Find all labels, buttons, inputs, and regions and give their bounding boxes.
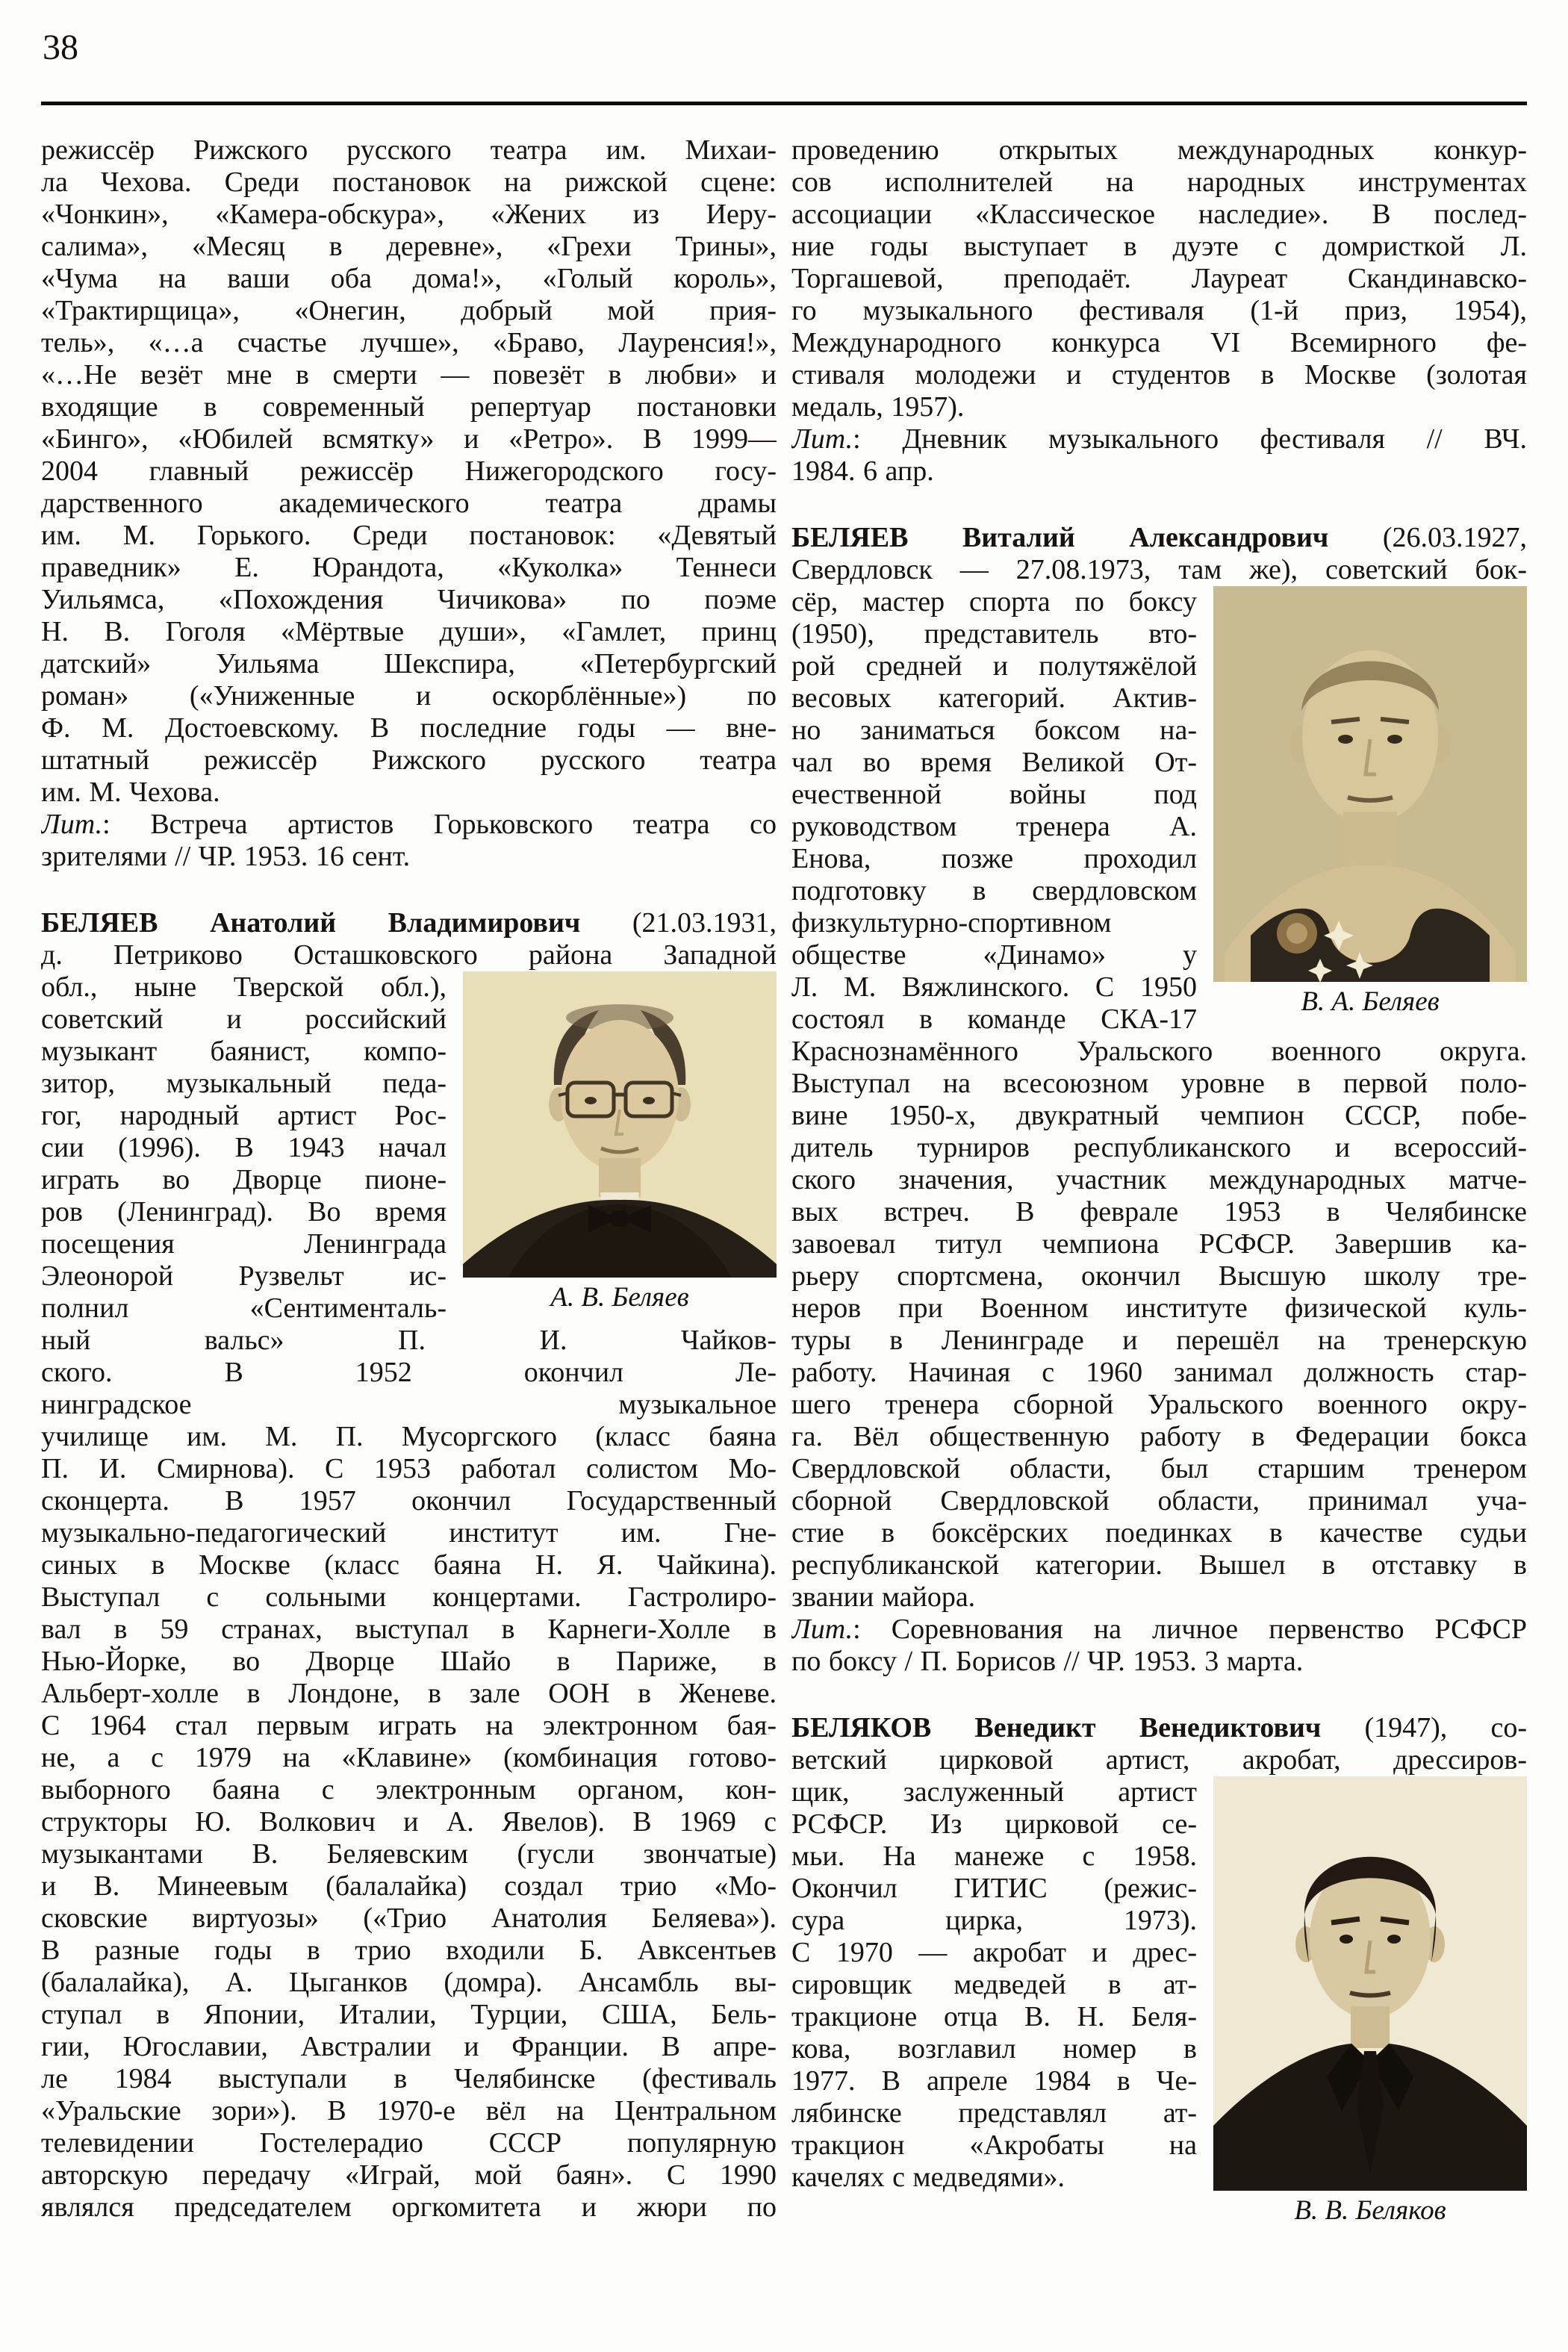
lit-block	[791, 423, 1527, 488]
text-line: физкультурно-спортивном	[791, 907, 1112, 939]
text-line: датский» Уильяма Шекспира, «Петербургский	[41, 648, 777, 679]
entry-belyaev-vitaly	[791, 522, 1527, 1614]
text-line: ров (Ленинград). Во время	[41, 1196, 447, 1228]
text-line: весовых категорий. Актив-	[791, 682, 1197, 714]
text-line: «Бинго», «Юбилей всмятку» и «Ретро». В 1999—	[41, 423, 777, 455]
text-line: БЕЛЯКОВ Венедикт Венедиктович (1947), со-	[791, 1712, 1527, 1743]
text-line: Международного конкурса VI Всемирного фе-	[791, 327, 1527, 358]
text-line: роман» («Униженные и оскорблённые») по	[41, 680, 777, 712]
entry-name: БЕЛЯКОВ Венедикт Венедиктович	[791, 1712, 1322, 1743]
text-line: «…Не везёт мне в смерти — повезёт в любви» и	[41, 359, 777, 391]
text-line: Енова, позже проходил	[791, 843, 1197, 874]
text-line: П. И. Смирнова). С 1953 работал солистом Мо-	[41, 1453, 777, 1484]
text-line: полнил «Сентименталь-	[41, 1292, 447, 1324]
text-line: лябинске представлял ат-	[791, 2097, 1197, 2129]
entry-belyakov-venedikt	[791, 1712, 1527, 2226]
portrait-suit-man-icon	[1213, 1776, 1527, 2191]
right-column	[791, 134, 1527, 2227]
portrait-boxer-icon	[1213, 586, 1527, 982]
photo-caption: В. В. Беляков	[1294, 2195, 1446, 2226]
text-line: проведению открытых международных конкур-	[791, 134, 1527, 166]
text-line: входящие в современный репертуар постановки	[41, 391, 777, 423]
text-line: гог, народный артист Рос-	[41, 1100, 447, 1131]
text-line: состоял в команде СКА-17	[791, 1004, 1197, 1035]
text-line: стие в боксёрских поединках в качестве судьи	[791, 1517, 1527, 1549]
text-line: республиканской категории. Вышел в отставку в	[791, 1549, 1527, 1581]
text-line: С 1964 стал первым играть на электронном бая-	[41, 1710, 777, 1741]
text-line: д. Петриково Осташковского района Западной	[41, 939, 777, 971]
text-line: сии (1996). В 1943 начал	[41, 1132, 447, 1163]
text-line: Элеонорой Рузвельт ис-	[41, 1260, 447, 1292]
text-line: БЕЛЯЕВ Анатолий Владимирович (21.03.1931,	[41, 907, 777, 939]
text-line: ступал в Японии, Италии, Турции, США, Бель-	[41, 1999, 777, 2030]
text-line: вых встреч. В феврале 1953 в Челябинске	[791, 1196, 1527, 1228]
text-line: ечественной войны под	[791, 779, 1197, 810]
text-line: Выступал с сольными концертами. Гастролиро-	[41, 1581, 777, 1613]
text-line: БЕЛЯЕВ Виталий Александрович (26.03.1927,	[791, 522, 1527, 553]
text-line: ние годы выступает в дуэте с домристкой Л.	[791, 231, 1527, 262]
text-line: работу. Начиная с 1960 занимал должность стар-	[791, 1357, 1527, 1388]
text-line: салима», «Месяц в деревне», «Грехи Трины»,	[41, 231, 777, 262]
text-line: режиссёр Рижского русского театра им. Михаи-	[41, 134, 777, 166]
text-line: музыкантами В. Беляевским (гусли звончатые)	[41, 1838, 777, 1870]
text-line: Ф. М. Достоевскому. В последние годы — вне-	[41, 712, 777, 744]
text-line: тракцион «Акробаты на	[791, 2129, 1197, 2161]
text-line: ского значения, участник международных матче-	[791, 1164, 1527, 1195]
text-line: «Трактирщица», «Онегин, добрый мой прия-	[41, 295, 777, 326]
text-line: кова, возглавил номер в	[791, 2033, 1197, 2065]
text-line: Л. М. Вяжлинского. С 1950	[791, 971, 1197, 1003]
text-line: вал в 59 странах, выступал в Карнеги-Холле в	[41, 1614, 777, 1645]
text-line: «Уральские зори»). В 1970-е вёл на Центральном	[41, 2095, 777, 2127]
text-line: Краснознамённого Уральского военного округа.	[791, 1036, 1527, 1067]
text-line: В разные годы в трио входили Б. Авксентьев	[41, 1935, 777, 1966]
text-line: вине 1950-х, двукратный чемпион СССР, побе-	[791, 1100, 1527, 1131]
text-line: играть во Дворце пионе-	[41, 1164, 447, 1195]
text-line: Альберт-холле в Лондоне, в зале ООН в Женеве.	[41, 1678, 777, 1709]
text-line: Лит.: Дневник музыкального фестиваля // ВЧ.	[791, 423, 1527, 455]
text-line: тель», «…а счастье лучше», «Браво, Лауренсия!»,	[41, 327, 777, 358]
text-line: туры в Ленинграде и перешёл на тренерскую	[791, 1325, 1527, 1356]
text-line: им. М. Горького. Среди постановок: «Девятый	[41, 520, 777, 551]
text-line: завоевал титул чемпиона РСФСР. Завершив ка-	[791, 1228, 1527, 1260]
text-line: подготовку в свердловском	[791, 875, 1197, 906]
text-line: звании майора.	[791, 1581, 976, 1613]
text-line: (1950), представитель вто-	[791, 618, 1197, 650]
para-block	[791, 134, 1527, 423]
text-line: медаль, 1957).	[791, 391, 965, 423]
text-line: Свердловской области, был старшим тренером	[791, 1453, 1527, 1484]
entry-name: БЕЛЯЕВ Анатолий Владимирович	[41, 907, 581, 939]
text-line: им. М. Чехова.	[41, 777, 220, 808]
portrait-photo-suit	[1213, 1776, 1527, 2191]
text-line: не, а с 1979 на «Клавине» (комбинация готово-	[41, 1742, 777, 1773]
text-line: штатный режиссёр Рижского русского театра	[41, 744, 777, 776]
text-line: стиваля молодежи и студентов в Москве (золотая	[791, 359, 1527, 391]
entry-name: БЕЛЯЕВ Виталий Александрович	[791, 522, 1329, 553]
text-line: и В. Минеевым (балалайка) создал трио «Мо-	[41, 1870, 777, 1902]
text-line: музыкант баянист, компо-	[41, 1036, 447, 1067]
text-line: училище им. М. П. Мусоргского (класс баяна	[41, 1421, 777, 1452]
text-line: га. Вёл общественную работу в Федерации бокса	[791, 1421, 1527, 1452]
text-line: Нью-Йорке, во Дворце Шайо в Париже, в	[41, 1646, 777, 1677]
text-line: рьеру спортсмена, окончил Высшую школу тре-	[791, 1260, 1527, 1292]
text-line: посещения Ленинграда	[41, 1228, 447, 1260]
entry-belyaev-anatoly	[41, 907, 777, 2224]
portrait-photo-boxer	[1213, 586, 1527, 982]
text-line: зитор, музыкальный педа-	[41, 1068, 447, 1099]
para-block	[41, 134, 777, 809]
left-column	[41, 134, 777, 2224]
text-line: дарственного академического театра драмы	[41, 488, 777, 519]
portrait-musician-icon	[463, 971, 777, 1278]
text-line: обществе «Динамо» у	[791, 939, 1197, 971]
text-line: чал во время Великой От-	[791, 747, 1197, 778]
text-line: музыкально-педагогический институт им. Гне-	[41, 1517, 777, 1549]
text-line: по боксу / П. Борисов // ЧР. 1953. 3 марта.	[791, 1646, 1304, 1677]
text-line: мьи. На манеже с 1958.	[791, 1841, 1197, 1872]
text-line: Выступал на всесоюзном уровне в первой поло-	[791, 1068, 1527, 1099]
text-line: (балалайка), А. Цыганков (домра). Ансамбль вы-	[41, 1967, 777, 1998]
text-line: Лит.: Встреча артистов Горьковского театра со	[41, 809, 777, 840]
text-line: нинградское музыкальное	[41, 1389, 777, 1420]
text-line: советский и российский	[41, 1004, 447, 1035]
text-line: РСФСР. Из цирковой се-	[791, 1808, 1197, 1840]
text-line: тракционе отца В. Н. Беля-	[791, 2001, 1197, 2032]
text-line: сборной Свердловской области, принимал уча-	[791, 1485, 1527, 1516]
text-line: руководством тренера А.	[791, 811, 1197, 842]
text-line: ный вальс» П. И. Чайков-	[41, 1325, 777, 1356]
text-line: Уильямса, «Похождения Чичикова» по поэме	[41, 584, 777, 615]
text-line: структоры Ю. Волкович и А. Явелов). В 1969 с	[41, 1806, 777, 1838]
text-line: сировщик медведей в ат-	[791, 1969, 1197, 2000]
text-line: сковские виртуозы» («Трио Анатолия Беляева»).	[41, 1903, 777, 1934]
page-number: 38	[43, 28, 78, 67]
text-line: сура цирка, 1973).	[791, 1905, 1197, 1936]
portrait-figure-boxer	[1213, 586, 1527, 1018]
portrait-photo-musician	[463, 971, 777, 1278]
text-line: С 1970 — акробат и дрес-	[791, 1937, 1197, 1968]
text-line: «Чума на ваши оба дома!», «Голый король»,	[41, 263, 777, 294]
header-rule	[41, 102, 1527, 105]
text-line: являлся председателем оргкомитета и жюри по	[41, 2191, 777, 2223]
text-line: неров при Военном институте физической куль-	[791, 1292, 1527, 1324]
text-line: ле 1984 выступали в Челябинске (фестиваль	[41, 2063, 777, 2094]
text-line: Н. В. Гоголя «Мёртвые души», «Гамлет, принц	[41, 616, 777, 647]
lit-label: Лит.	[791, 423, 853, 455]
text-line: ветский цирковой артист, акробат, дрессиров-	[791, 1744, 1527, 1776]
text-line: 1977. В апреле 1984 в Че-	[791, 2065, 1197, 2097]
text-line: выборного баяна с электронным органом, кон-	[41, 1774, 777, 1805]
text-line: праведник» Е. Юрандота, «Куколка» Теннеси	[41, 552, 777, 583]
text-line: телевидении Гостелерадио СССР популярную	[41, 2127, 777, 2159]
lit-block	[791, 1614, 1527, 1678]
text-line: гии, Югославии, Австралии и Франции. В апре-	[41, 2031, 777, 2062]
text-line: обл., ныне Тверской обл.),	[41, 971, 447, 1003]
text-line: Окончил ГИТИС (режис-	[791, 1873, 1197, 1904]
text-line: ла Чехова. Среди постановок на рижской сцене:	[41, 167, 777, 198]
text-line: авторскую передачу «Играй, мой баян». С 1990	[41, 2159, 777, 2191]
text-line: 1984. 6 апр.	[791, 455, 934, 487]
text-line: «Чонкин», «Камера-обскура», «Жених из Иеру-	[41, 199, 777, 230]
portrait-figure-musician	[463, 971, 777, 1313]
text-line: ского. В 1952 окончил Ле-	[41, 1357, 777, 1388]
text-line: сконцерта. В 1957 окончил Государственный	[41, 1485, 777, 1516]
text-line: ассоциации «Классическое наследие». В послед-	[791, 199, 1527, 230]
text-line: го музыкального фестиваля (1-й приз, 1954),	[791, 295, 1527, 326]
text-line: дитель турниров республиканского и всероссий-	[791, 1132, 1527, 1163]
text-line: Свердловск — 27.08.1973, там же), советский бок-	[791, 554, 1527, 585]
lit-label: Лит.	[791, 1614, 853, 1645]
lit-block	[41, 809, 777, 873]
text-line: 2004 главный режиссёр Нижегородского госу-	[41, 455, 777, 487]
text-line: сёр, мастер спорта по боксу	[791, 586, 1197, 617]
text-line: но заниматься боксом на-	[791, 715, 1197, 746]
text-line: рой средней и полутяжёлой	[791, 650, 1197, 682]
text-line: сов исполнителей на народных инструментах	[791, 167, 1527, 198]
text-line: Торгашевой, преподаёт. Лауреат Скандинавско-	[791, 263, 1527, 294]
lit-label: Лит.	[41, 809, 103, 840]
photo-caption: А. В. Беляев	[550, 1282, 689, 1313]
text-line: качелях с медведями».	[791, 2162, 1065, 2193]
text-line: зрителями // ЧР. 1953. 16 сент.	[41, 841, 411, 872]
portrait-figure-suit	[1213, 1776, 1527, 2227]
photo-caption: В. А. Беляев	[1301, 986, 1440, 1017]
text-line: Лит.: Соревнования на личное первенство РСФСР	[791, 1614, 1527, 1645]
text-line: шего тренера сборной Уральского военного окру-	[791, 1389, 1527, 1420]
text-line: щик, заслуженный артист	[791, 1776, 1197, 1808]
text-line: синых в Москве (класс баяна Н. Я. Чайкина).	[41, 1549, 777, 1581]
